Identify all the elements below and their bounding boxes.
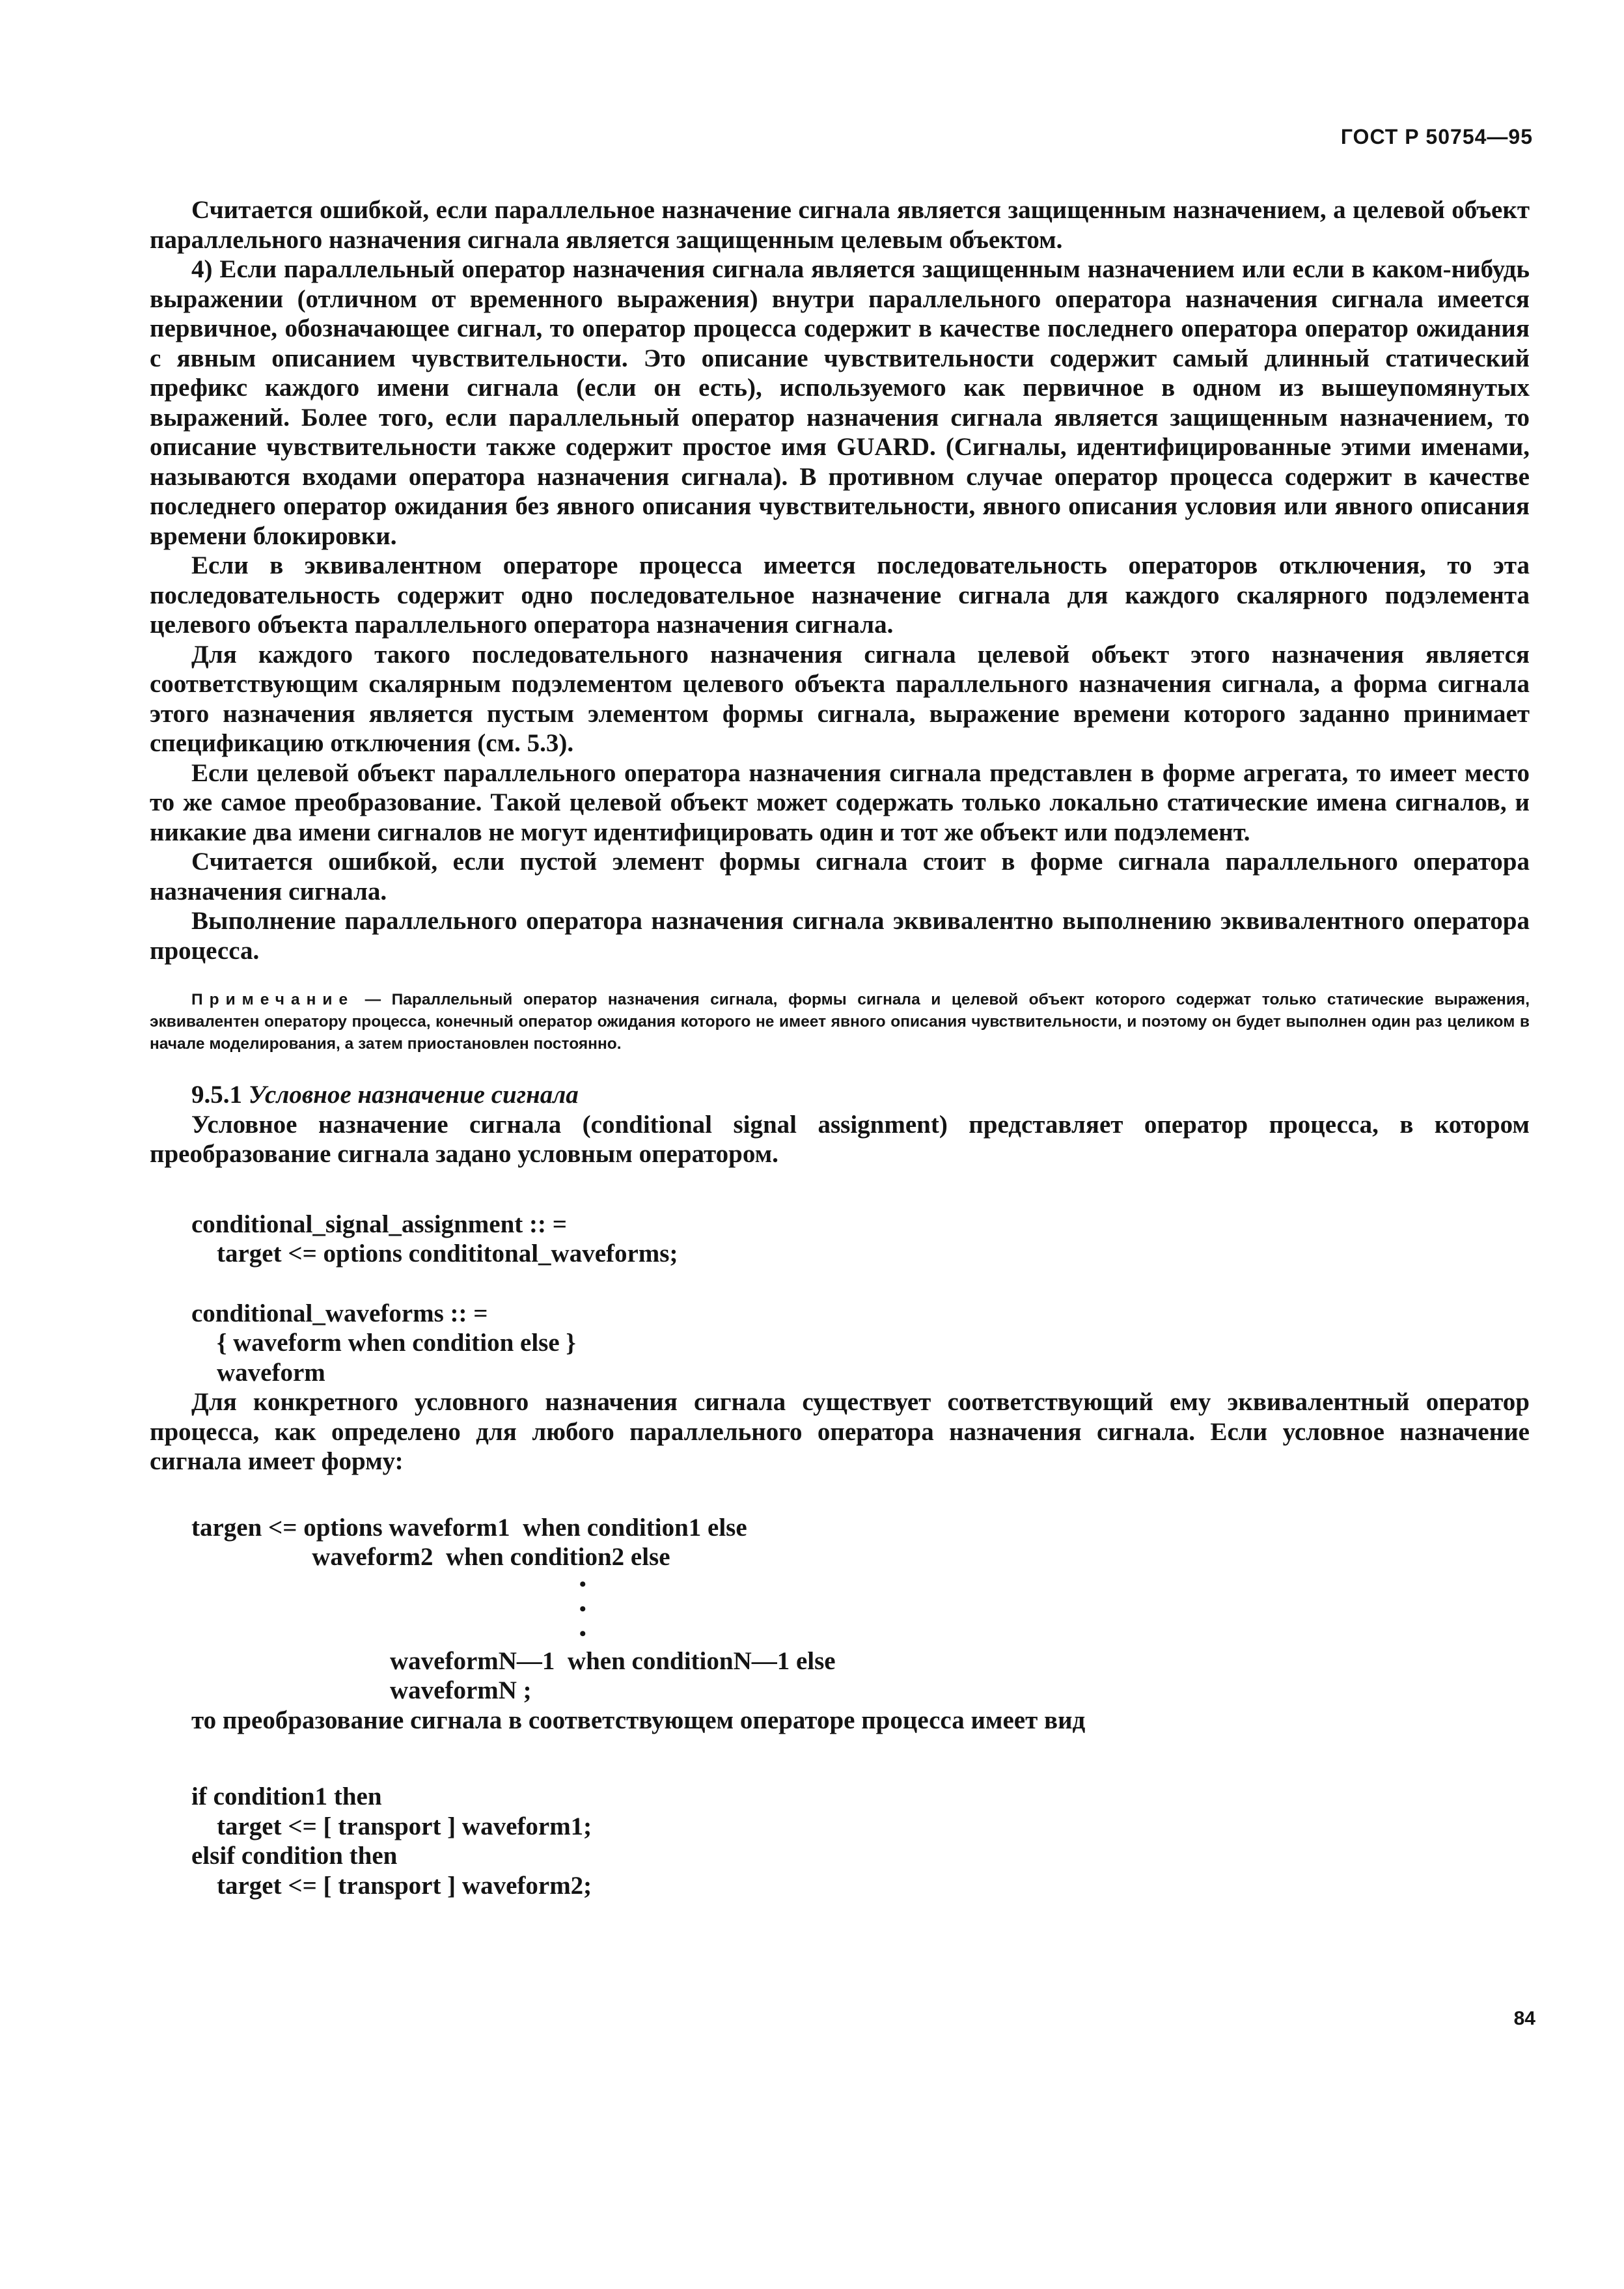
note-text: — Параллельный оператор назначения сигнала, формы сигнала и целевой объект которого содержат только статические выражения, эквивалентен оператору процесса, конечный оператор ожидания которого не имеет явного описания чувствительности, и поэтому он будет выполнен один раз целиком в начале моделирования, а затем приостановлен постоянно. [150,991,1530,1053]
paragraph-equivalent-process: Для конкретного условного назначения сигнала существует соответствующий ему эквивалентный оператор процесса, как определено для любого параллельного оператора назначения сигнала. Если условное назначение сигнала имеет форму: [150,1388,1530,1475]
document-header: ГОСТ Р 50754—95 [1340,125,1533,148]
paragraph-3: Если в эквивалентном операторе процесса имеется последовательность операторов отключения, то эта последовательность содержит одно последовательное назначение сигнала для каждого скалярного подэлемента целевого объекта параллельного оператора назначения сигнала. [150,551,1530,639]
paragraph-5: Если целевой объект параллельного оператора назначения сигнала представлен в форме агрегата, то имеет место то же самое преобразование. Такой целевой объект может содержать только локально статические имена сигналов, и никакие два имени сигналов не могут идентифицировать один и тот же объект или подэлемент. [150,758,1530,846]
paragraph-1: Считается ошибкой, если параллельное назначение сигнала является защищенным назначением, а целевой объект параллельного назначения сигнала является защищенным целевым объектом. [150,196,1530,254]
section-title: Условное назначение сигнала [248,1081,579,1109]
page-body [150,195,1530,1900]
form-example-bottom: waveformN—1 when conditionN—1 else waveformN ; [390,1646,836,1704]
grammar-rule-conditional-signal-assignment: conditional_signal_assignment :: = target <= options condititonal_waveforms; [191,1210,678,1268]
grammar-rule-conditional-waveforms: conditional_waveforms :: = { waveform when condition else } waveform [191,1299,576,1387]
form-example-ellipsis: • • • [579,1573,586,1644]
paragraph-transform: то преобразование сигнала в соответствующем операторе процесса имеет вид [191,1706,1086,1734]
paragraph-6: Считается ошибкой, если пустой элемент формы сигнала стоит в форме сигнала параллельного оператора назначения сигнала. [150,848,1530,906]
section-number: 9.5.1 [191,1081,242,1109]
paragraph-7: Выполнение параллельного оператора назначения сигнала эквивалентно выполнению эквивалентного оператора процесса. [150,907,1530,965]
page-number: 84 [1513,2008,1535,2029]
code-if-elsif: if condition1 then target <= [ transport ] waveform1; elsif condition then target <= [ transport ] waveform2; [191,1783,592,1900]
paragraph-4: Для каждого такого последовательного назначения сигнала целевой объект этого назначения является соответствующим скалярным подэлементом целевого объекта параллельного назначения сигнала, а форма сигнала этого назначения является пустым элементом формы сигнала, выражение времени которого заданно принимает спецификацию отключения (см. 5.3). [150,640,1530,757]
paragraph-2: 4) Если параллельный оператор назначения сигнала является защищенным назначением или если в каком-нибудь выражении (отличном от временного выражения) внутри параллельного оператора назначения сигнала имеется первичное, обозначающее сигнал, то оператор процесса содержит в качестве последнего оператора оператор ожидания с явным описанием чувствительности. Это описание чувствительности содержит самый длинный статический префикс каждого имени сигнала (если он есть), используемого как первичное в одном из вышеупомянутых выражений. Более того, если параллельный оператор назначения сигнала является защищенным назначением, то описание чувствительности также содержит простое имя GUARD. (Сигналы, идентифицированные этими именами, называются входами оператора назначения сигнала). В противном случае оператор процесса содержит в качестве последнего оператор ожидания без явного описания чувствительности, явного описания условия или явного описания времени блокировки. [150,255,1530,550]
note-block [150,989,1530,1055]
section-heading [150,1080,1530,1110]
form-example-top: targen <= options waveform1 when condition1 else waveform2 when condition2 else [191,1513,747,1571]
section-intro: Условное назначение сигнала (conditional signal assignment) представляет оператор процесса, в котором преобразование сигнала задано условным оператором. [150,1110,1530,1168]
note-label: Примечание [191,991,355,1008]
